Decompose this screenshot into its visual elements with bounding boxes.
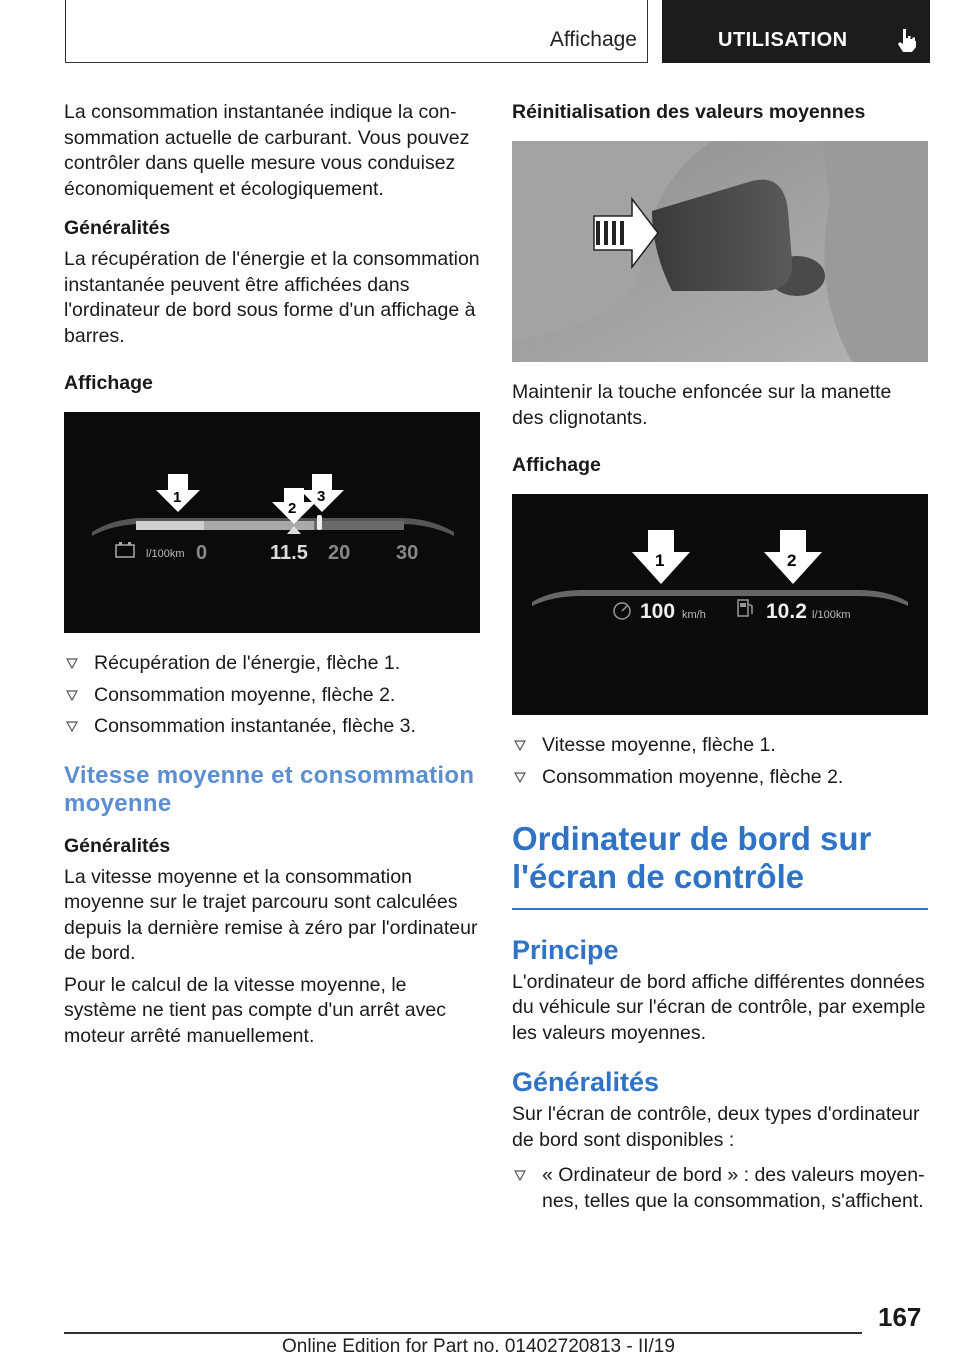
- heading-affichage-2: Affichage: [512, 454, 601, 476]
- header-chapter-tab: [662, 0, 930, 63]
- intro-paragraph: La consommation instantanée indique la consommation actuelle de carburant. Vous pouvez contrôler dans quelle mesure vous conduisez économiquement et écologiquement.: [64, 101, 470, 200]
- bar-ticks: [136, 521, 404, 530]
- scale-0: 0: [196, 542, 208, 564]
- list-item: Vitesse moyenne, flèche 1.: [512, 733, 928, 759]
- figure1-legend-list: [64, 651, 480, 740]
- left-column: [64, 100, 480, 1063]
- general-paragraph: La récupération de l'énergie et la consommation instantanée peuvent être affichées dans l'ordinateur de bord sous forme d'un affichage à barres.: [64, 248, 480, 347]
- heading-generalites-3: Généralités: [512, 1067, 660, 1097]
- svg-text:2: 2: [787, 551, 797, 570]
- heading-vitesse-moyenne: Vitesse moyenne et consommation moyenne: [64, 761, 475, 817]
- triangle-bullet-icon: [514, 1170, 526, 1182]
- page-number: 167: [878, 1302, 922, 1332]
- heading-principe: Principe: [512, 934, 619, 965]
- figure3-legend-list: [512, 733, 928, 790]
- scale-30: 30: [396, 542, 419, 564]
- list-item: Consommation moyenne, flèche 2.: [512, 765, 928, 791]
- speed-paragraph-2: Pour le calcul de la vitesse moyenne, le système ne tient pas compte d'un arrêt avec moteur arrêté manuellement.: [64, 973, 447, 1047]
- footer-edition: Online Edition for Part no. 01402720813 - II/19: [282, 1336, 675, 1357]
- list-item: Consommation moyenne, flèche 2.: [64, 683, 480, 709]
- heading-reinitialisation: Réinitialisation des valeurs moyennes: [512, 101, 866, 123]
- header-section-title: Affichage: [549, 28, 637, 51]
- consumption-bar-display-figure: [64, 412, 480, 633]
- footer-rule: [64, 1332, 862, 1334]
- svg-text:3: 3: [317, 488, 326, 505]
- principle-paragraph: L'ordinateur de bord affiche différentes données du véhicule sur l'écran de contrôle, par exemple les valeurs moyennes.: [512, 970, 926, 1044]
- scale-20: 20: [328, 542, 351, 564]
- average-speed-value: 100: [640, 600, 676, 623]
- general-paragraph-2: Sur l'écran de contrôle, deux types d'ordinateur de bord sont disponibles :: [512, 1103, 920, 1151]
- svg-text:2: 2: [288, 500, 297, 517]
- svg-text:1: 1: [173, 489, 182, 506]
- list-item: « Ordinateur de bord » : des valeurs moyennes, telles que la consommation, s'affichent.: [512, 1163, 928, 1214]
- speed-paragraph-1: La vitesse moyenne et la consommation moyenne sur le trajet parcouru sont calculées depuis la dernière remise à zéro par l'ordinateur de bord.: [64, 865, 478, 964]
- triangle-bullet-icon: [66, 658, 78, 670]
- heading-rule: [512, 908, 928, 910]
- current-value: 11.5: [270, 542, 308, 564]
- svg-text:1: 1: [655, 551, 665, 570]
- triangle-bullet-icon: [66, 690, 78, 702]
- average-consumption-value: 10.2: [766, 600, 807, 623]
- header-section-box: [65, 0, 648, 63]
- consumption-unit: l/100km: [812, 609, 851, 621]
- list-item: Récupération de l'énergie, flèche 1.: [64, 651, 480, 677]
- speed-unit: km/h: [682, 609, 706, 621]
- unit-label: l/100km: [146, 548, 185, 560]
- heading-generalites: Généralités: [64, 217, 171, 239]
- header-chapter-title: UTILISATION: [718, 29, 848, 51]
- heading-generalites-2: Généralités: [64, 834, 171, 857]
- right-column: [512, 100, 928, 1224]
- triangle-bullet-icon: [66, 721, 78, 733]
- list-item: Consommation instantanée, flèche 3.: [64, 714, 480, 740]
- average-values-display-figure: [512, 494, 928, 715]
- pointing-hand-icon: [894, 27, 920, 53]
- heading-affichage: Affichage: [64, 372, 153, 394]
- heading-ordinateur-de-bord: Ordinateur de bord sur l'écran de contrôle: [512, 820, 872, 895]
- computer-types-list: [512, 1163, 928, 1214]
- reset-paragraph: Maintenir la touche enfoncée sur la manette des clignotants.: [512, 381, 892, 429]
- turn-signal-lever-figure: [512, 141, 928, 362]
- triangle-bullet-icon: [514, 740, 526, 752]
- triangle-bullet-icon: [514, 772, 526, 784]
